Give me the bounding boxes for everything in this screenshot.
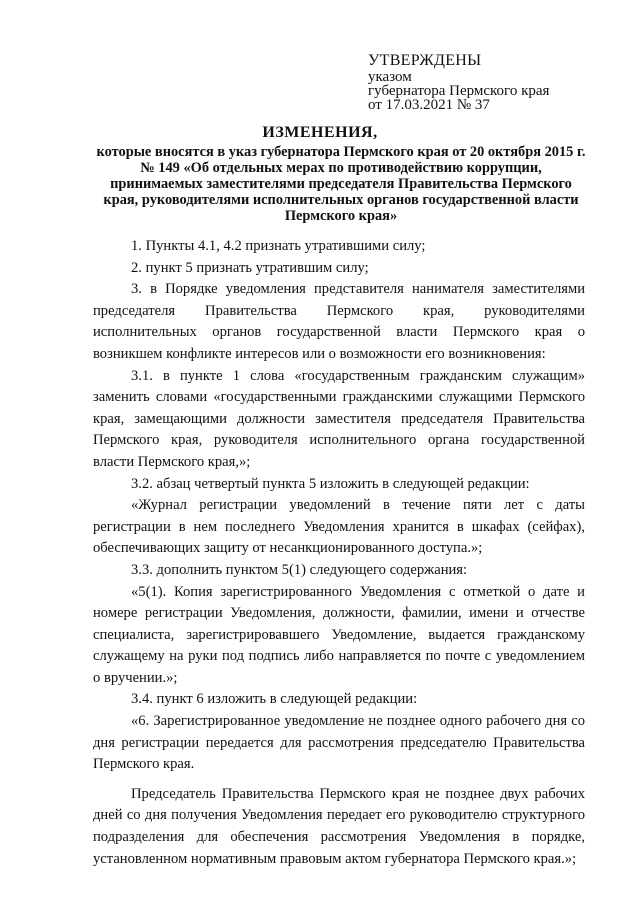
paragraph-3-4-quote: «6. Зарегистрированное уведомление не позднее одного рабочего дня со дня регистрации передается для рассмотрения председателю Правительства Пермского края.: [93, 713, 585, 773]
document-title: ИЗМЕНЕНИЯ,: [262, 124, 378, 141]
paragraph-3-4-continuation: Председатель Правительства Пермского края не позднее двух рабочих дней со дня получения Уведомления передает его руководителю структурного подразделения для обеспечения рассмотрения Уведомления в порядке, установленном нормативным правовым актом губернатора Пермского края.»;: [93, 785, 585, 867]
paragraph-3-2-quote: «Журнал регистрации уведомлений в течение пяти лет с даты регистрации в нем последнего Уведомления хранится в шкафах (сейфах), обеспечивающих защиту от несанкционированного доступа.»;: [93, 497, 585, 557]
approval-line-3: от 17.03.2021 № 37: [368, 97, 490, 113]
document-body: [93, 236, 585, 870]
paragraph-3-3: 3.3. дополнить пунктом 5(1) следующего содержания:: [131, 561, 468, 578]
approval-heading: УТВЕРЖДЕНЫ: [368, 52, 482, 69]
approval-line-2: губернатора Пермского края: [368, 83, 550, 99]
paragraph-1: 1. Пункты 4.1, 4.2 признать утратившими силу;: [131, 238, 426, 254]
document-subtitle: которые вносятся в указ губернатора Пермского края от 20 октября 2015 г. № 149 «Об отдельных мерах по противодействию коррупции, принимаемых заместителями председателя Правительства Пермского края, руководителями исполнительных органов государственной власти Пермского края»: [96, 144, 586, 224]
paragraph-3-4: 3.4. пункт 6 изложить в следующей редакции:: [131, 691, 418, 708]
approval-line-1: указом: [368, 69, 412, 85]
approval-stamp: [368, 54, 549, 112]
paragraph-3-1: 3.1. в пункте 1 слова «государственным гражданским служащим» заменить словами «государственными гражданскими служащими Пермского края, замещающими должности заместителя председателя Правительства Пермского края, руководителя исполнительного органа государственной власти Пермского края,»;: [93, 367, 585, 470]
paragraph-3-3-quote: «5(1). Копия зарегистрированного Уведомления с отметкой о дате и номере регистрации Уведомления, должности, фамилии, имени и отчестве специалиста, зарегистрировавшего Уведомление, выдается гражданскому служащему на руки под подпись либо направляется по почте с уведомлением о вручении.»;: [93, 583, 585, 686]
paragraph-3-2: 3.2. абзац четвертый пункта 5 изложить в следующей редакции:: [131, 475, 530, 492]
paragraph-3: 3. в Порядке уведомления представителя нанимателя заместителями председателя Правительства Пермского края, руководителями исполнительных органов государственной власти Пермского края о возникшем конфликте интересов или о возможности его возникновения:: [93, 281, 585, 362]
paragraph-2: 2. пункт 5 признать утратившим силу;: [131, 259, 369, 276]
